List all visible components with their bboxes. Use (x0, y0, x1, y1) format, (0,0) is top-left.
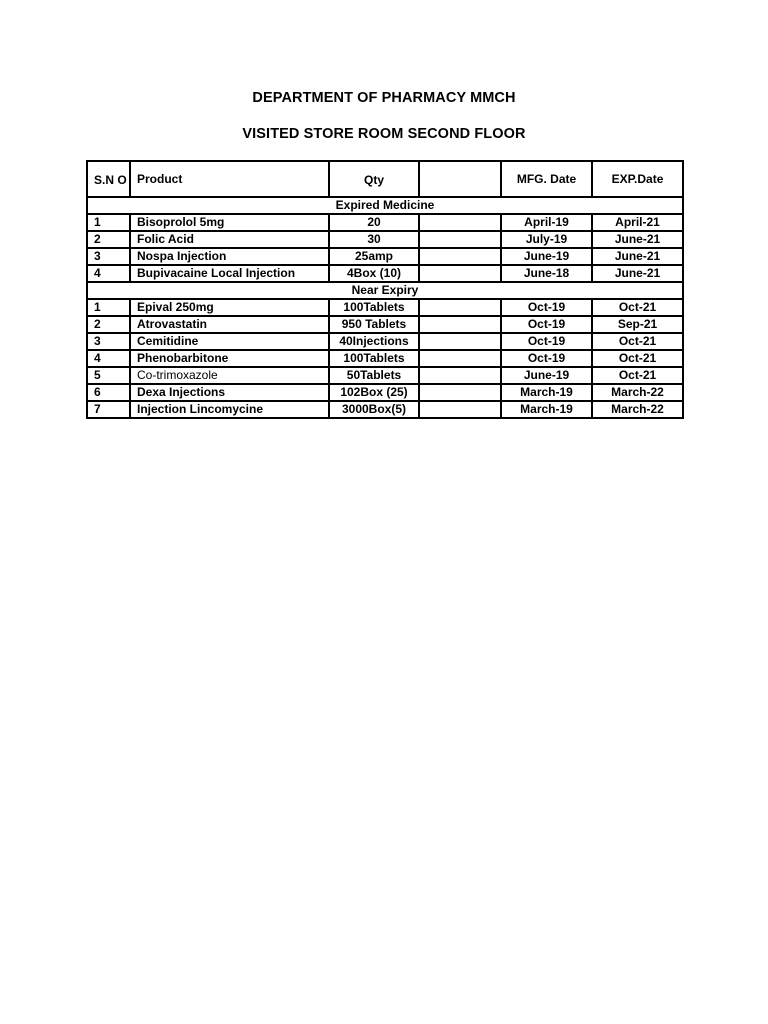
cell-sno: 4 (87, 350, 130, 367)
cell-mfg-date: June-19 (501, 367, 592, 384)
cell-exp-date: June-21 (592, 231, 683, 248)
cell-blank (419, 299, 501, 316)
cell-mfg-date: Oct-19 (501, 299, 592, 316)
cell-mfg-date: March-19 (501, 401, 592, 418)
table-row (87, 231, 683, 248)
cell-blank (419, 214, 501, 231)
cell-sno: 2 (87, 231, 130, 248)
section-title: Expired Medicine (87, 197, 683, 214)
cell-sno: 7 (87, 401, 130, 418)
page-title: DEPARTMENT OF PHARMACY MMCH (252, 90, 516, 106)
table-row (87, 350, 683, 367)
cell-mfg-date: July-19 (501, 231, 592, 248)
cell-qty: 4Box (10) (329, 265, 419, 282)
cell-sno: 1 (87, 214, 130, 231)
cell-exp-date: Sep-21 (592, 316, 683, 333)
cell-qty: 950 Tablets (329, 316, 419, 333)
cell-qty: 50Tablets (329, 367, 419, 384)
cell-product: Co-trimoxazole (130, 367, 329, 384)
cell-blank (419, 265, 501, 282)
table-header-row (87, 161, 683, 197)
column-header-qty: Qty (329, 161, 419, 197)
cell-product: Bupivacaine Local Injection (130, 265, 329, 282)
page-subtitle: VISITED STORE ROOM SECOND FLOOR (242, 126, 526, 142)
cell-product: Nospa Injection (130, 248, 329, 265)
cell-sno: 6 (87, 384, 130, 401)
cell-mfg-date: Oct-19 (501, 350, 592, 367)
table-row (87, 384, 683, 401)
table-row (87, 367, 683, 384)
cell-exp-date: April-21 (592, 214, 683, 231)
table-row (87, 333, 683, 350)
cell-mfg-date: April-19 (501, 214, 592, 231)
cell-mfg-date: March-19 (501, 384, 592, 401)
cell-product: Atrovastatin (130, 316, 329, 333)
cell-mfg-date: Oct-19 (501, 333, 592, 350)
cell-sno: 4 (87, 265, 130, 282)
cell-sno: 3 (87, 248, 130, 265)
cell-exp-date: March-22 (592, 401, 683, 418)
table-row (87, 316, 683, 333)
table-row (87, 401, 683, 418)
column-header-sno: S.N O (87, 161, 130, 197)
cell-qty: 40Injections (329, 333, 419, 350)
cell-exp-date: March-22 (592, 384, 683, 401)
cell-exp-date: June-21 (592, 248, 683, 265)
cell-sno: 1 (87, 299, 130, 316)
cell-product: Cemitidine (130, 333, 329, 350)
table-row (87, 248, 683, 265)
cell-blank (419, 384, 501, 401)
medicine-table (86, 160, 684, 419)
cell-sno: 2 (87, 316, 130, 333)
cell-mfg-date: June-18 (501, 265, 592, 282)
cell-blank (419, 401, 501, 418)
cell-blank (419, 231, 501, 248)
cell-exp-date: Oct-21 (592, 350, 683, 367)
table-row (87, 214, 683, 231)
cell-sno: 3 (87, 333, 130, 350)
section-row (87, 282, 683, 299)
cell-qty: 100Tablets (329, 299, 419, 316)
cell-mfg-date: Oct-19 (501, 316, 592, 333)
column-header-blank (419, 161, 501, 197)
cell-qty: 3000Box(5) (329, 401, 419, 418)
cell-exp-date: June-21 (592, 265, 683, 282)
section-title: Near Expiry (87, 282, 683, 299)
cell-qty: 100Tablets (329, 350, 419, 367)
column-header-exp-date: EXP.Date (592, 161, 683, 197)
table-row (87, 265, 683, 282)
cell-product: Folic Acid (130, 231, 329, 248)
cell-qty: 102Box (25) (329, 384, 419, 401)
cell-product: Phenobarbitone (130, 350, 329, 367)
cell-blank (419, 316, 501, 333)
cell-blank (419, 333, 501, 350)
cell-product: Bisoprolol 5mg (130, 214, 329, 231)
cell-qty: 20 (329, 214, 419, 231)
cell-exp-date: Oct-21 (592, 299, 683, 316)
cell-product: Dexa Injections (130, 384, 329, 401)
cell-blank (419, 367, 501, 384)
cell-blank (419, 248, 501, 265)
cell-product: Epival 250mg (130, 299, 329, 316)
cell-qty: 25amp (329, 248, 419, 265)
cell-blank (419, 350, 501, 367)
section-row (87, 197, 683, 214)
cell-product: Injection Lincomycine (130, 401, 329, 418)
table-row (87, 299, 683, 316)
column-header-product: Product (130, 161, 329, 197)
cell-exp-date: Oct-21 (592, 333, 683, 350)
cell-mfg-date: June-19 (501, 248, 592, 265)
cell-sno: 5 (87, 367, 130, 384)
column-header-mfg-date: MFG. Date (501, 161, 592, 197)
cell-qty: 30 (329, 231, 419, 248)
cell-exp-date: Oct-21 (592, 367, 683, 384)
